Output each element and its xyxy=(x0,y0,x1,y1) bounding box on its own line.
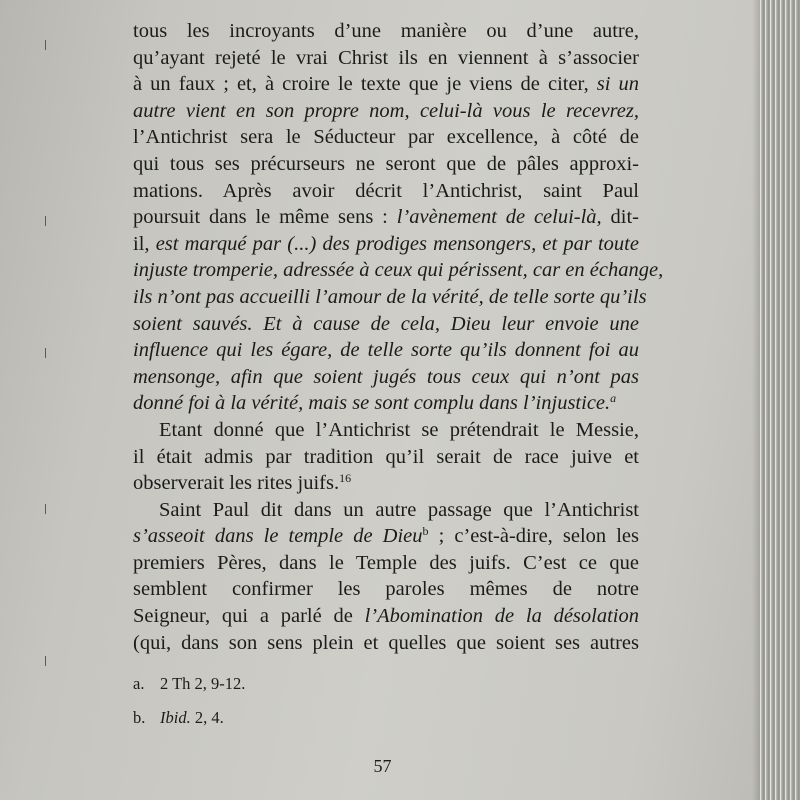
margin-mark xyxy=(45,656,46,666)
margin-mark xyxy=(45,40,46,50)
text-line: ils n’ont pas accueilli l’amour de la vérité, de telle sorte qu’ils xyxy=(133,285,647,308)
endnote-marker-16[interactable]: 16 xyxy=(339,471,352,486)
margin-mark xyxy=(45,216,46,226)
text-line: Etant donné que l’Antichrist se prétendrait le Messie, xyxy=(159,418,639,441)
page-stack-edge xyxy=(760,0,800,800)
text-line: qui tous ses précurseurs ne seront que de pâles approxi- xyxy=(133,152,639,175)
text-line: qu’ayant rejeté le vrai Christ ils en viennent à s’associer xyxy=(133,46,639,69)
footnote-reference-italic: Ibid. xyxy=(160,708,191,727)
text-line: il était admis par tradition qu’il serait de race juive et xyxy=(133,445,639,468)
footnote-label: a. xyxy=(133,674,145,693)
footnote-marker-b[interactable]: b xyxy=(422,524,429,539)
text-line: (qui, dans son sens plein et quelles que soient ses autres xyxy=(133,631,639,654)
text-line: Seigneur, qui a parlé de l’Abomination de la désolation xyxy=(133,605,639,628)
text-line: à un faux ; et, à croire le texte que je viens de citer, si un xyxy=(133,73,639,96)
page-number: 57 xyxy=(373,756,392,776)
footnote-reference: 2, 4. xyxy=(190,708,224,727)
footnote-marker-a[interactable]: a xyxy=(610,391,617,406)
margin-mark xyxy=(45,348,46,358)
footnote-a xyxy=(133,670,633,704)
margin-mark xyxy=(45,504,46,514)
footnote-label: b. xyxy=(133,708,146,727)
text-line: s’asseoit dans le temple de Dieu$^b$ ; c’est-à-dire, selon les xyxy=(133,524,639,548)
text-line: poursuit dans le même sens : l’avènement de celui-là, dit- xyxy=(133,206,640,229)
text-line: injuste tromperie, adressée à ceux qui périssent, car en échange, xyxy=(133,259,664,282)
text-line: tous les incroyants d’une manière ou d’une autre, xyxy=(133,20,639,42)
body-text xyxy=(133,18,664,656)
text-line: observerait les rites juifs.$^{16}$ xyxy=(133,471,352,495)
footnote-b xyxy=(133,704,633,738)
text-line: influence qui les égare, de telle sorte qu’ils donnent foi au xyxy=(133,339,639,362)
text-line: mensonge, afin que soient jugés tous ceux qui n’ont pas xyxy=(133,365,639,388)
text-line: Saint Paul dit dans un autre passage que l’Antichrist xyxy=(159,498,639,521)
footnotes xyxy=(133,670,633,738)
text-line: premiers Pères, dans le Temple des juifs. C’est ce que xyxy=(133,551,639,574)
text-line: l’Antichrist sera le Séducteur par excellence, à côté de xyxy=(133,126,639,149)
text-line: soient sauvés. Et à cause de cela, Dieu leur envoie une xyxy=(133,312,639,335)
text-line: semblent confirmer les paroles mêmes de notre xyxy=(133,578,639,601)
text-line: mations. Après avoir décrit l’Antichrist, saint Paul xyxy=(133,179,639,202)
text-line: autre vient en son propre nom, celui-là vous le recevrez, xyxy=(133,99,639,122)
text-line: donné foi à la vérité, mais se sont complu dans l’injustice.$^a$ xyxy=(133,391,617,415)
text-line: il, est marqué par (...) des prodiges mensongers, et par toute xyxy=(133,232,639,255)
footnote-reference: 2 Th 2, 9-12. xyxy=(160,674,246,693)
